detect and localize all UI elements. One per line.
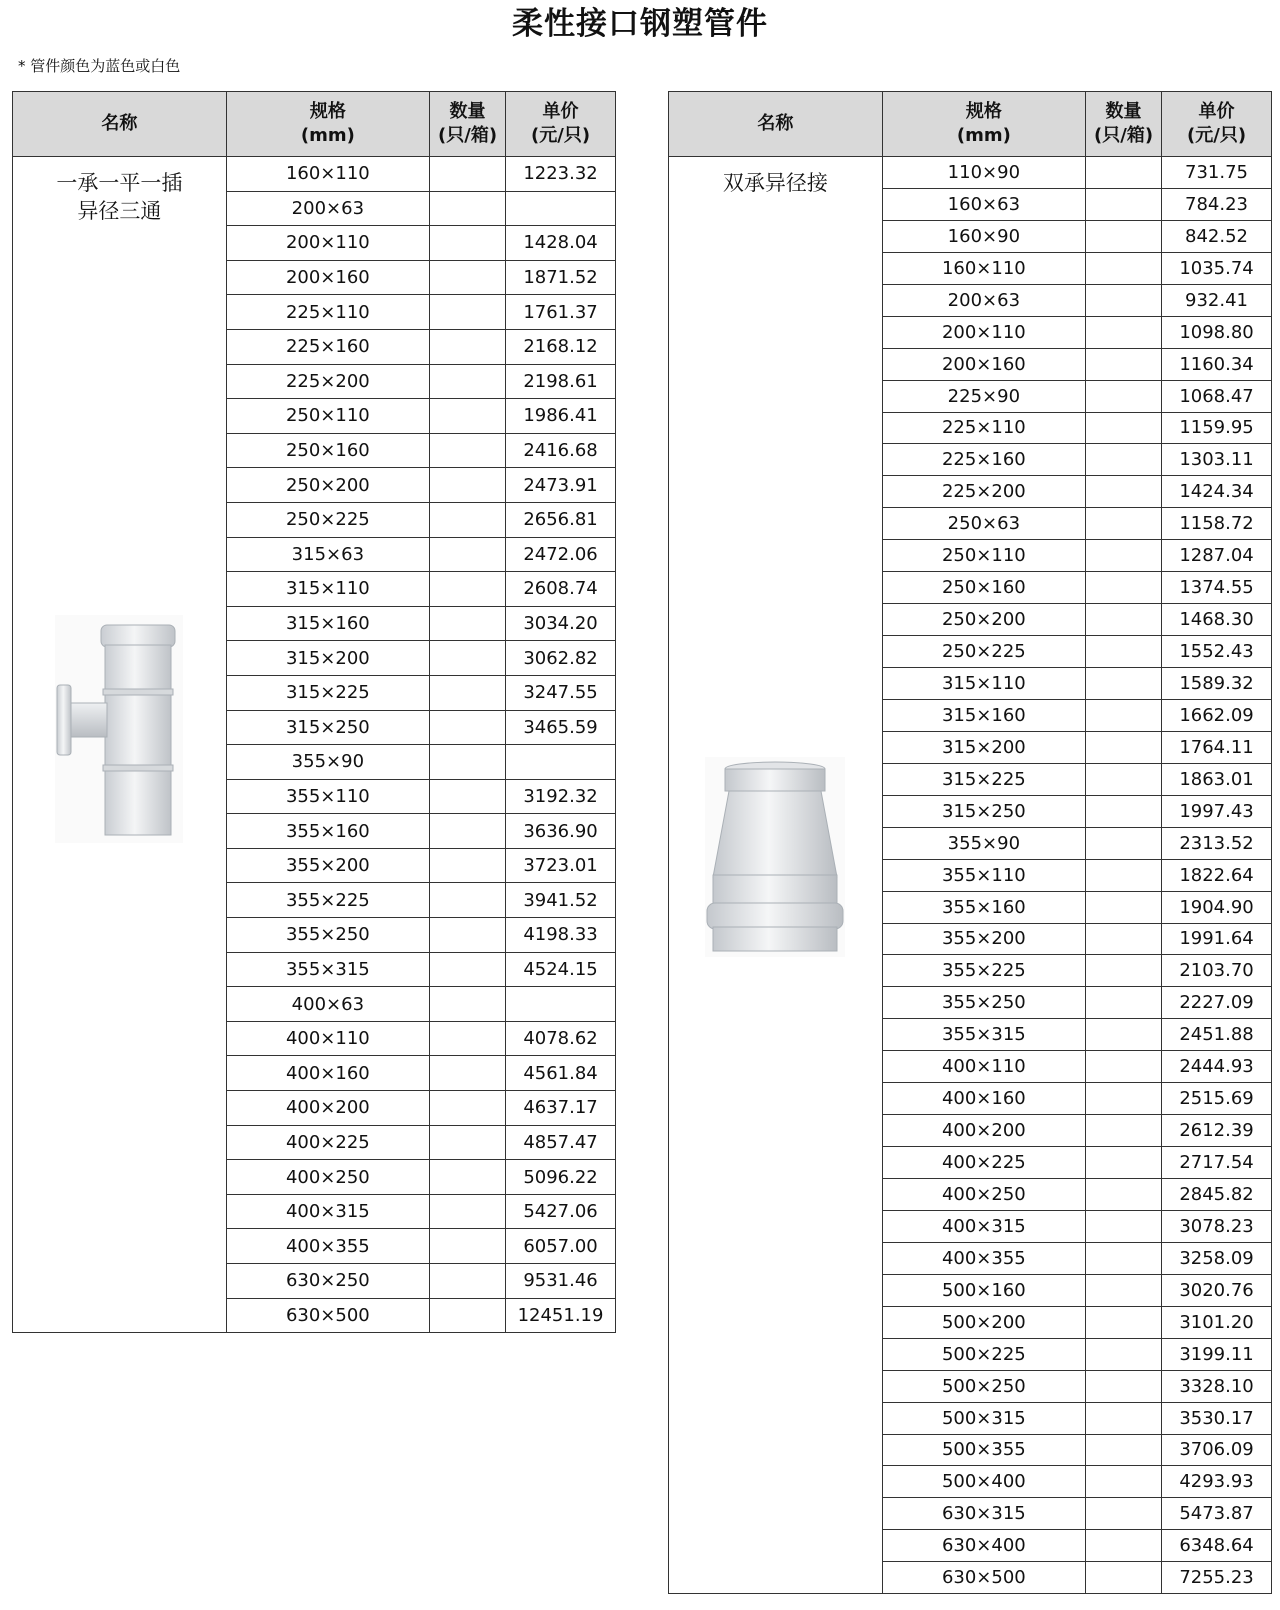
spec-cell: 315×250 — [882, 795, 1085, 827]
qty-cell — [1086, 1338, 1162, 1370]
qty-cell — [430, 952, 506, 987]
spec-cell: 110×90 — [882, 157, 1085, 189]
price-cell: 2227.09 — [1162, 987, 1272, 1019]
spec-cell: 355×200 — [882, 923, 1085, 955]
price-cell: 4561.84 — [506, 1056, 616, 1091]
spec-cell: 225×200 — [882, 476, 1085, 508]
price-cell: 3723.01 — [506, 848, 616, 883]
qty-cell — [430, 1160, 506, 1195]
spec-cell: 630×500 — [226, 1298, 429, 1333]
price-cell: 3192.32 — [506, 779, 616, 814]
price-cell: 1068.47 — [1162, 380, 1272, 412]
qty-cell — [1086, 284, 1162, 316]
spec-cell: 355×160 — [226, 814, 429, 849]
price-cell: 3636.90 — [506, 814, 616, 849]
qty-cell — [430, 226, 506, 261]
price-cell: 1303.11 — [1162, 444, 1272, 476]
qty-cell — [1086, 348, 1162, 380]
qty-cell — [1086, 1530, 1162, 1562]
qty-cell — [1086, 636, 1162, 668]
spec-cell: 315×200 — [882, 731, 1085, 763]
spec-cell: 630×500 — [882, 1562, 1085, 1594]
spec-cell: 400×110 — [882, 1051, 1085, 1083]
qty-cell — [1086, 955, 1162, 987]
price-cell: 2612.39 — [1162, 1115, 1272, 1147]
qty-cell — [1086, 444, 1162, 476]
price-cell: 2416.68 — [506, 433, 616, 468]
qty-cell — [1086, 1210, 1162, 1242]
qty-cell — [430, 883, 506, 918]
price-cell: 1098.80 — [1162, 316, 1272, 348]
spec-cell: 250×160 — [882, 572, 1085, 604]
price-cell: 1428.04 — [506, 226, 616, 261]
qty-cell — [430, 710, 506, 745]
header-price: 单价 (元/只) — [1162, 92, 1272, 157]
spec-cell: 315×63 — [226, 537, 429, 572]
spec-cell: 400×63 — [226, 987, 429, 1022]
spec-cell: 250×200 — [882, 604, 1085, 636]
qty-cell — [1086, 1274, 1162, 1306]
spec-cell: 160×90 — [882, 220, 1085, 252]
qty-cell — [1086, 508, 1162, 540]
qty-cell — [1086, 1147, 1162, 1179]
price-cell: 5473.87 — [1162, 1498, 1272, 1530]
price-cell: 1158.72 — [1162, 508, 1272, 540]
spec-cell: 200×63 — [226, 191, 429, 226]
qty-cell — [430, 987, 506, 1022]
qty-cell — [1086, 604, 1162, 636]
header-name: 名称 — [669, 92, 883, 157]
spec-cell: 400×200 — [226, 1091, 429, 1126]
spec-cell: 630×250 — [226, 1264, 429, 1299]
qty-cell — [1086, 1306, 1162, 1338]
spec-cell: 225×110 — [882, 412, 1085, 444]
price-cell: 2198.61 — [506, 364, 616, 399]
price-cell: 4857.47 — [506, 1125, 616, 1160]
qty-cell — [1086, 1242, 1162, 1274]
price-cell: 2103.70 — [1162, 955, 1272, 987]
spec-cell: 355×160 — [882, 891, 1085, 923]
qty-cell — [430, 918, 506, 953]
reducing-tee-price-table — [12, 91, 616, 1333]
price-cell: 12451.19 — [506, 1298, 616, 1333]
price-cell: 932.41 — [1162, 284, 1272, 316]
qty-cell — [430, 1125, 506, 1160]
price-cell: 1863.01 — [1162, 763, 1272, 795]
qty-cell — [1086, 668, 1162, 700]
qty-cell — [430, 814, 506, 849]
spec-cell: 315×200 — [226, 641, 429, 676]
price-cell: 5427.06 — [506, 1194, 616, 1229]
spec-cell: 400×225 — [226, 1125, 429, 1160]
table-header-row — [669, 92, 1272, 157]
spec-cell: 225×200 — [226, 364, 429, 399]
qty-cell — [1086, 1083, 1162, 1115]
price-cell: 3530.17 — [1162, 1402, 1272, 1434]
spec-cell: 355×90 — [882, 827, 1085, 859]
spec-cell: 315×110 — [882, 668, 1085, 700]
spec-cell: 630×315 — [882, 1498, 1085, 1530]
spec-cell: 400×315 — [226, 1194, 429, 1229]
qty-cell — [430, 1229, 506, 1264]
price-cell: 1468.30 — [1162, 604, 1272, 636]
qty-cell — [430, 1091, 506, 1126]
header-price: 单价 (元/只) — [506, 92, 616, 157]
qty-cell — [1086, 1498, 1162, 1530]
qty-cell — [1086, 1402, 1162, 1434]
spec-cell: 160×110 — [226, 157, 429, 192]
price-cell — [506, 987, 616, 1022]
price-cell — [506, 745, 616, 780]
price-cell: 9531.46 — [506, 1264, 616, 1299]
spec-cell: 355×225 — [882, 955, 1085, 987]
price-cell: 3941.52 — [506, 883, 616, 918]
spec-cell: 250×200 — [226, 468, 429, 503]
qty-cell — [1086, 731, 1162, 763]
qty-cell — [1086, 827, 1162, 859]
price-cell: 3465.59 — [506, 710, 616, 745]
header-qty: 数量 (只/箱) — [1086, 92, 1162, 157]
spec-cell: 315×110 — [226, 572, 429, 607]
price-cell: 2451.88 — [1162, 1019, 1272, 1051]
qty-cell — [1086, 157, 1162, 189]
price-cell: 2717.54 — [1162, 1147, 1272, 1179]
qty-cell — [430, 779, 506, 814]
product-name: 异径三通 — [77, 199, 162, 223]
product-name-cell — [669, 157, 883, 1594]
spec-cell: 400×200 — [882, 1115, 1085, 1147]
qty-cell — [1086, 923, 1162, 955]
product-name-cell — [13, 157, 227, 1333]
qty-cell — [430, 191, 506, 226]
price-cell: 2656.81 — [506, 502, 616, 537]
qty-cell — [1086, 476, 1162, 508]
price-cell: 2444.93 — [1162, 1051, 1272, 1083]
spec-cell: 355×90 — [226, 745, 429, 780]
spec-cell: 400×160 — [882, 1083, 1085, 1115]
spec-cell: 225×110 — [226, 295, 429, 330]
price-cell: 1160.34 — [1162, 348, 1272, 380]
table-row — [13, 157, 616, 192]
price-cell: 1761.37 — [506, 295, 616, 330]
color-note: * 管件颜色为蓝色或白色 — [18, 57, 181, 75]
spec-cell: 250×110 — [226, 399, 429, 434]
spec-cell: 400×315 — [882, 1210, 1085, 1242]
price-cell: 2472.06 — [506, 537, 616, 572]
price-cell: 6348.64 — [1162, 1530, 1272, 1562]
price-cell: 1904.90 — [1162, 891, 1272, 923]
price-cell: 3199.11 — [1162, 1338, 1272, 1370]
spec-cell: 630×400 — [882, 1530, 1085, 1562]
qty-cell — [430, 1056, 506, 1091]
qty-cell — [430, 399, 506, 434]
spec-cell: 200×160 — [882, 348, 1085, 380]
header-spec: 规格 (mm) — [226, 92, 429, 157]
qty-cell — [430, 329, 506, 364]
price-cell: 7255.23 — [1162, 1562, 1272, 1594]
price-cell: 2608.74 — [506, 572, 616, 607]
spec-cell: 355×110 — [882, 859, 1085, 891]
qty-cell — [430, 295, 506, 330]
qty-cell — [1086, 763, 1162, 795]
table-row — [669, 157, 1272, 189]
price-cell: 3034.20 — [506, 606, 616, 641]
qty-cell — [1086, 1466, 1162, 1498]
spec-cell: 355×110 — [226, 779, 429, 814]
price-cell: 4637.17 — [506, 1091, 616, 1126]
price-cell: 6057.00 — [506, 1229, 616, 1264]
price-cell: 3078.23 — [1162, 1210, 1272, 1242]
spec-cell: 250×225 — [882, 636, 1085, 668]
price-cell: 2515.69 — [1162, 1083, 1272, 1115]
spec-cell: 400×250 — [882, 1179, 1085, 1211]
spec-cell: 200×160 — [226, 260, 429, 295]
spec-cell: 500×355 — [882, 1434, 1085, 1466]
qty-cell — [1086, 188, 1162, 220]
reducing-tee-fitting-image — [55, 615, 183, 843]
price-cell: 1159.95 — [1162, 412, 1272, 444]
spec-cell: 500×200 — [882, 1306, 1085, 1338]
spec-cell: 315×250 — [226, 710, 429, 745]
qty-cell — [430, 433, 506, 468]
spec-cell: 225×160 — [882, 444, 1085, 476]
qty-cell — [430, 675, 506, 710]
qty-cell — [1086, 987, 1162, 1019]
price-cell: 1374.55 — [1162, 572, 1272, 604]
spec-cell: 315×160 — [882, 699, 1085, 731]
spec-cell: 160×63 — [882, 188, 1085, 220]
double-socket-reducer-price-table — [668, 91, 1272, 1594]
qty-cell — [1086, 1562, 1162, 1594]
spec-cell: 500×160 — [882, 1274, 1085, 1306]
qty-cell — [1086, 540, 1162, 572]
spec-cell: 500×250 — [882, 1370, 1085, 1402]
price-cell: 842.52 — [1162, 220, 1272, 252]
qty-cell — [1086, 1019, 1162, 1051]
spec-cell: 355×200 — [226, 848, 429, 883]
price-cell: 2845.82 — [1162, 1179, 1272, 1211]
qty-cell — [430, 1194, 506, 1229]
table-header-row — [13, 92, 616, 157]
header-qty: 数量 (只/箱) — [430, 92, 506, 157]
page-title: 柔性接口钢塑管件 — [512, 6, 768, 42]
qty-cell — [430, 364, 506, 399]
spec-cell: 500×315 — [882, 1402, 1085, 1434]
price-cell: 3328.10 — [1162, 1370, 1272, 1402]
spec-cell: 250×160 — [226, 433, 429, 468]
qty-cell — [1086, 412, 1162, 444]
spec-cell: 400×250 — [226, 1160, 429, 1195]
product-name: 一承一平一插 — [56, 171, 183, 195]
qty-cell — [1086, 1434, 1162, 1466]
spec-cell: 400×160 — [226, 1056, 429, 1091]
price-cell: 1287.04 — [1162, 540, 1272, 572]
price-cell: 1997.43 — [1162, 795, 1272, 827]
qty-cell — [1086, 1051, 1162, 1083]
qty-cell — [430, 260, 506, 295]
double-socket-reducer-image — [705, 757, 845, 957]
price-cell: 5096.22 — [506, 1160, 616, 1195]
price-cell: 1764.11 — [1162, 731, 1272, 763]
qty-cell — [1086, 859, 1162, 891]
spec-cell: 355×250 — [226, 918, 429, 953]
price-cell: 3706.09 — [1162, 1434, 1272, 1466]
qty-cell — [1086, 316, 1162, 348]
spec-cell: 355×315 — [226, 952, 429, 987]
spec-cell: 400×110 — [226, 1021, 429, 1056]
header-name: 名称 — [13, 92, 227, 157]
price-cell: 4078.62 — [506, 1021, 616, 1056]
spec-cell: 250×63 — [882, 508, 1085, 540]
qty-cell — [1086, 572, 1162, 604]
qty-cell — [1086, 1370, 1162, 1402]
qty-cell — [1086, 795, 1162, 827]
qty-cell — [430, 745, 506, 780]
spec-cell: 315×160 — [226, 606, 429, 641]
price-cell: 1223.32 — [506, 157, 616, 192]
qty-cell — [430, 1264, 506, 1299]
qty-cell — [1086, 699, 1162, 731]
price-cell: 4293.93 — [1162, 1466, 1272, 1498]
qty-cell — [1086, 1179, 1162, 1211]
spec-cell: 225×160 — [226, 329, 429, 364]
price-cell: 2473.91 — [506, 468, 616, 503]
spec-cell: 400×355 — [882, 1242, 1085, 1274]
qty-cell — [1086, 252, 1162, 284]
price-cell: 784.23 — [1162, 188, 1272, 220]
spec-cell: 500×225 — [882, 1338, 1085, 1370]
price-cell: 1552.43 — [1162, 636, 1272, 668]
spec-cell: 355×225 — [226, 883, 429, 918]
price-cell: 4198.33 — [506, 918, 616, 953]
spec-cell: 200×110 — [226, 226, 429, 261]
spec-cell: 355×250 — [882, 987, 1085, 1019]
qty-cell — [430, 1021, 506, 1056]
qty-cell — [430, 502, 506, 537]
qty-cell — [1086, 1115, 1162, 1147]
spec-cell: 250×225 — [226, 502, 429, 537]
qty-cell — [1086, 380, 1162, 412]
price-cell: 1991.64 — [1162, 923, 1272, 955]
price-cell: 2313.52 — [1162, 827, 1272, 859]
header-spec: 规格 (mm) — [882, 92, 1085, 157]
price-cell: 1589.32 — [1162, 668, 1272, 700]
price-cell — [506, 191, 616, 226]
price-cell: 2168.12 — [506, 329, 616, 364]
qty-cell — [430, 1298, 506, 1333]
spec-cell: 160×110 — [882, 252, 1085, 284]
spec-cell: 500×400 — [882, 1466, 1085, 1498]
qty-cell — [430, 641, 506, 676]
price-cell: 1424.34 — [1162, 476, 1272, 508]
price-cell: 1662.09 — [1162, 699, 1272, 731]
spec-cell: 250×110 — [882, 540, 1085, 572]
price-cell: 3062.82 — [506, 641, 616, 676]
price-cell: 3247.55 — [506, 675, 616, 710]
qty-cell — [430, 157, 506, 192]
qty-cell — [1086, 891, 1162, 923]
spec-cell: 200×110 — [882, 316, 1085, 348]
price-cell: 1035.74 — [1162, 252, 1272, 284]
spec-cell: 315×225 — [882, 763, 1085, 795]
qty-cell — [430, 468, 506, 503]
price-cell: 1986.41 — [506, 399, 616, 434]
product-name: 双承异径接 — [722, 171, 828, 195]
qty-cell — [430, 606, 506, 641]
spec-cell: 200×63 — [882, 284, 1085, 316]
spec-cell: 355×315 — [882, 1019, 1085, 1051]
price-cell: 731.75 — [1162, 157, 1272, 189]
price-cell: 3101.20 — [1162, 1306, 1272, 1338]
price-cell: 1822.64 — [1162, 859, 1272, 891]
qty-cell — [430, 537, 506, 572]
spec-cell: 225×90 — [882, 380, 1085, 412]
price-cell: 4524.15 — [506, 952, 616, 987]
price-cell: 3020.76 — [1162, 1274, 1272, 1306]
qty-cell — [430, 572, 506, 607]
price-cell: 1871.52 — [506, 260, 616, 295]
qty-cell — [1086, 220, 1162, 252]
price-cell: 3258.09 — [1162, 1242, 1272, 1274]
spec-cell: 400×225 — [882, 1147, 1085, 1179]
spec-cell: 400×355 — [226, 1229, 429, 1264]
spec-cell: 315×225 — [226, 675, 429, 710]
qty-cell — [430, 848, 506, 883]
